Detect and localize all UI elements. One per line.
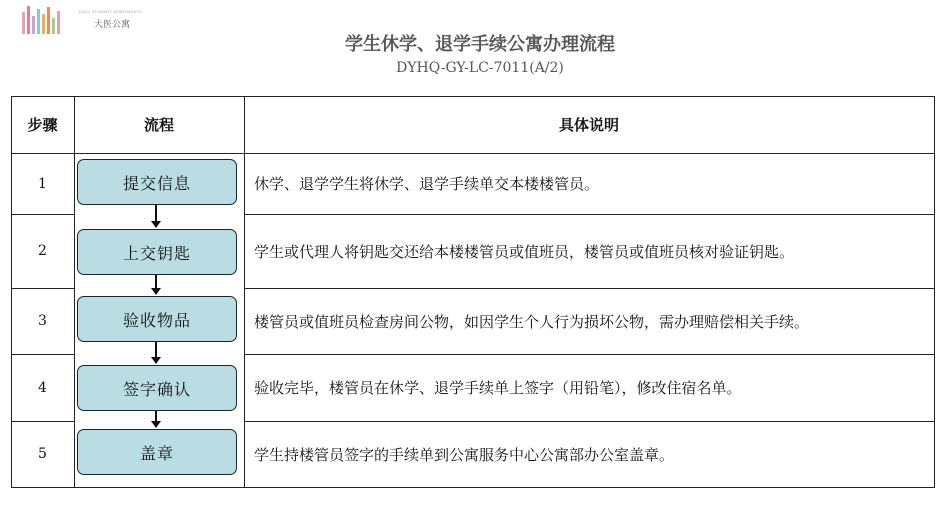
logo bbox=[22, 6, 142, 36]
logo-bar bbox=[27, 6, 30, 34]
logo-bar bbox=[32, 16, 35, 34]
process-table bbox=[11, 96, 935, 488]
step-number: 5 bbox=[38, 446, 47, 462]
logo-bar bbox=[52, 18, 55, 34]
step-detail: 休学、退学学生将休学、退学手续单交本楼楼管员。 bbox=[254, 175, 600, 193]
document-code: DYHQ-GY-LC-7011(A/2) bbox=[396, 60, 564, 76]
flow-arrow-down-icon bbox=[154, 275, 158, 296]
flow-arrow-down-icon bbox=[154, 205, 158, 229]
logo-bar bbox=[37, 9, 40, 34]
column-header-detail: 具体说明 bbox=[558, 116, 619, 134]
process-box-return-keys: 上交钥匙 bbox=[77, 229, 237, 275]
step-detail: 学生持楼管员签字的手续单到公寓服务中心公寓部办公室盖章。 bbox=[254, 445, 675, 464]
column-header-process: 流程 bbox=[143, 116, 174, 134]
logo-bar bbox=[57, 11, 60, 34]
table-border-right bbox=[934, 96, 935, 488]
logo-english-text: DALU STUDENT APARTMENTS bbox=[79, 9, 143, 14]
step-number: 3 bbox=[38, 313, 47, 329]
process-box-inspect-items: 验收物品 bbox=[77, 296, 237, 342]
column-header-step: 步骤 bbox=[27, 116, 58, 134]
process-box-sign-confirm: 签字确认 bbox=[77, 365, 237, 411]
process-box-submit-info: 提交信息 bbox=[77, 159, 237, 205]
step-detail: 学生或代理人将钥匙交还给本楼楼管员或值班员，楼管员或值班员核对验证钥匙。 bbox=[254, 242, 795, 261]
logo-bar bbox=[42, 14, 45, 34]
step-detail: 验收完毕，楼管员在休学、退学手续单上签字（用铅笔），修改住宿名单。 bbox=[254, 379, 742, 397]
step-number: 1 bbox=[38, 175, 47, 192]
flow-arrow-down-icon bbox=[154, 342, 158, 365]
logo-bar bbox=[47, 7, 50, 34]
step-number: 2 bbox=[38, 243, 47, 259]
logo-bar bbox=[22, 12, 25, 34]
table-divider-step bbox=[74, 96, 75, 488]
table-border-bottom bbox=[11, 487, 935, 488]
flow-arrow-down-icon bbox=[154, 411, 158, 429]
step-number: 4 bbox=[38, 379, 47, 396]
process-box-stamp: 盖章 bbox=[77, 429, 237, 475]
page-title: 学生休学、退学手续公寓办理流程 bbox=[345, 34, 615, 55]
step-detail: 楼管员或值班员检查房间公物，如因学生个人行为损坏公物，需办理赔偿相关手续。 bbox=[254, 312, 810, 331]
logo-chinese-text: 大医公寓 bbox=[94, 20, 131, 30]
